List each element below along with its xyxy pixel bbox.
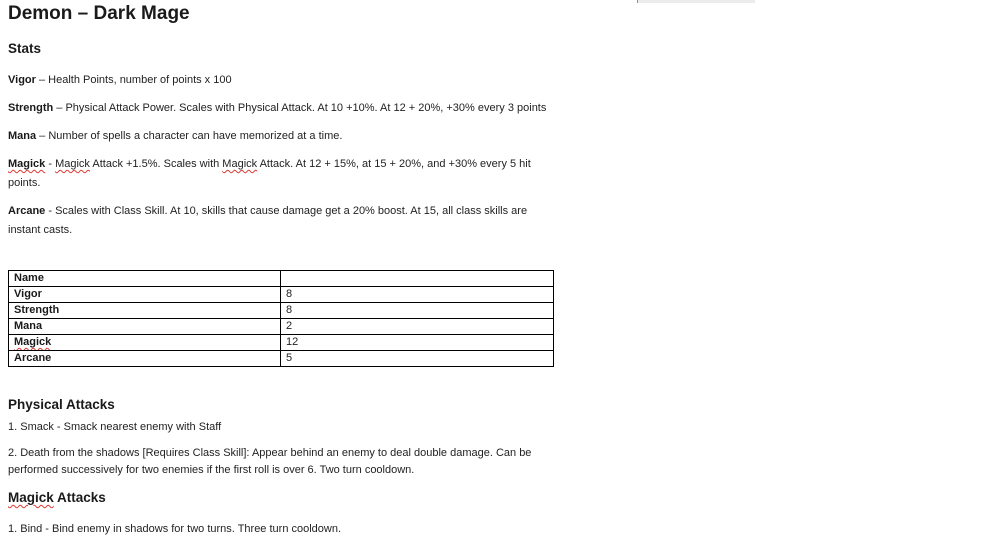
table-label-strength: Strength bbox=[9, 303, 281, 319]
stat-term-magick: Magick bbox=[8, 158, 46, 170]
magick-attacks-heading bbox=[8, 490, 993, 506]
table-label-mana: Mana bbox=[9, 319, 281, 335]
table-row-header bbox=[9, 271, 554, 287]
table-row bbox=[9, 335, 554, 351]
table-value-mana: 2 bbox=[281, 319, 554, 335]
magick-attacks-heading-word: Magick bbox=[8, 490, 54, 505]
page-title: Demon – Dark Mage bbox=[8, 3, 190, 24]
stat-term-arcane: Arcane bbox=[8, 205, 46, 217]
stat-sep-magick: - bbox=[45, 158, 56, 170]
physical-attack-item-2: 2. Death from the shadows [Requires Class Skill]: Appear behind an enemy to deal double damage. Can be performed successively for two enemies if the first roll is over 6. Two turn cooldown. bbox=[8, 447, 532, 476]
table-value-strength: 8 bbox=[281, 303, 554, 319]
stat-entry-arcane bbox=[8, 202, 556, 240]
stat-desc-arcane: - Scales with Class Skill. At 10, skills that cause damage get a 20% boost. At 15, all class skills are instant casts. bbox=[8, 205, 528, 236]
table-header-name: Name bbox=[9, 271, 281, 287]
table-header-value bbox=[281, 271, 554, 287]
stat-entry-strength bbox=[8, 99, 556, 118]
stat-desc-magick-mid: Attack +1.5%. Scales with bbox=[89, 158, 223, 170]
stat-term-vigor: Vigor bbox=[8, 74, 36, 86]
table-row bbox=[9, 303, 554, 319]
stats-heading: Stats bbox=[8, 41, 42, 56]
stat-desc-mana: – Number of spells a character can have memorized at a time. bbox=[36, 130, 343, 142]
stat-desc-vigor: – Health Points, number of points x 100 bbox=[35, 74, 232, 86]
magick-word-2: Magick bbox=[55, 158, 90, 170]
table-row bbox=[9, 287, 554, 303]
stat-term-mana: Mana bbox=[8, 130, 37, 142]
magick-word-3: Magick bbox=[222, 158, 258, 170]
table-value-magick: 12 bbox=[281, 335, 554, 351]
table-row bbox=[9, 319, 554, 335]
physical-attacks-heading: Physical Attacks bbox=[8, 397, 115, 412]
stat-entry-magick bbox=[8, 155, 556, 193]
table-label-vigor: Vigor bbox=[9, 287, 281, 303]
table-value-vigor: 8 bbox=[281, 287, 554, 303]
magick-attack-item-1: 1. Bind - Bind enemy in shadows for two turns. Three turn cooldown. bbox=[8, 523, 342, 535]
stat-entry-vigor bbox=[8, 71, 556, 90]
table-label-magick: Magick bbox=[9, 335, 281, 351]
stat-desc-strength: – Physical Attack Power. Scales with Physical Attack. At 10 +10%. At 12 + 20%, +30% every 3 points bbox=[53, 102, 547, 114]
stat-desc-magick-rest: Attack. At 12 + 15%, at 15 + 20%, and +30% every 5 hit points. bbox=[8, 158, 531, 189]
stat-entry-mana bbox=[8, 127, 556, 146]
table-label-arcane: Arcane bbox=[9, 351, 281, 367]
stats-table bbox=[8, 270, 554, 367]
physical-attack-item-1: 1. Smack - Smack nearest enemy with Staff bbox=[8, 421, 222, 433]
magick-attacks-heading-rest: Attacks bbox=[53, 490, 106, 505]
table-row bbox=[9, 351, 554, 367]
table-value-arcane: 5 bbox=[281, 351, 554, 367]
stat-term-strength: Strength bbox=[8, 102, 54, 114]
